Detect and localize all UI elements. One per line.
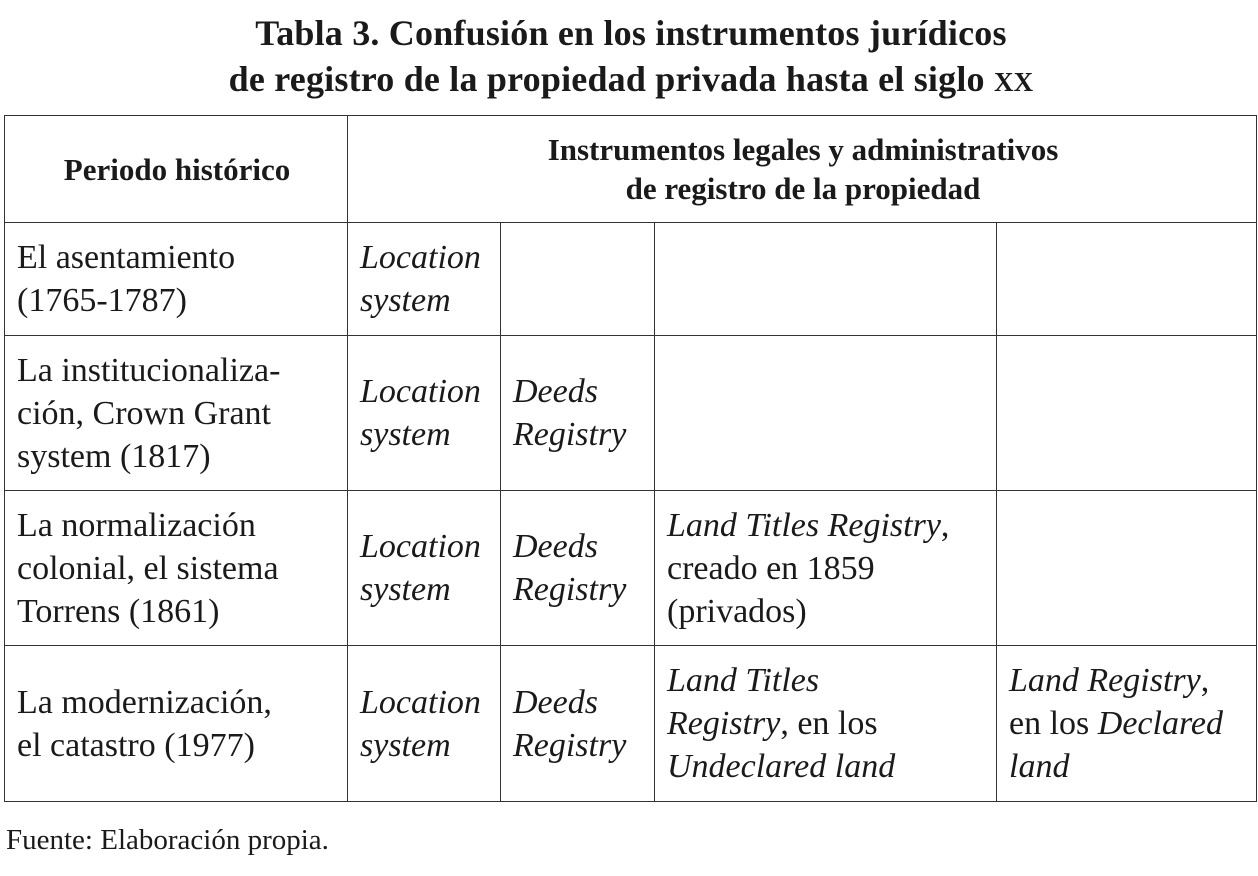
instrument-cell-location: Location system [348, 223, 501, 336]
instrument-cell-land-titles: Land Titles Registry, en los Undeclared land [655, 646, 997, 802]
registry-instruments-table [4, 115, 1257, 802]
header-instruments-line-1: Instrumentos legales y administrativos [547, 132, 1059, 167]
instrument-cell-empty [997, 336, 1257, 491]
table-caption [0, 10, 1258, 102]
table-header-row [5, 116, 1257, 223]
instrument-cell-empty [997, 491, 1257, 646]
period-cell: La modernización, el catastro (1977) [5, 646, 348, 802]
instrument-cell-empty [501, 223, 655, 336]
table-row [5, 491, 1257, 646]
instrument-cell-empty [655, 223, 997, 336]
instrument-cell-deeds: Deeds Registry [501, 491, 655, 646]
caption-century: xx [993, 58, 1034, 100]
table-row [5, 336, 1257, 491]
caption-line-2 [0, 56, 1258, 102]
table-row [5, 646, 1257, 802]
period-cell: La institucionaliza- ción, Crown Grant system (1817) [5, 336, 348, 491]
instrument-cell-deeds: Deeds Registry [501, 336, 655, 491]
instrument-cell-location: Location system [348, 646, 501, 802]
table-row [5, 223, 1257, 336]
instrument-cell-land-registry: Land Registry, en los Declared land [997, 646, 1257, 802]
instrument-cell-location: Location system [348, 491, 501, 646]
instrument-cell-empty [997, 223, 1257, 336]
instrument-cell-land-titles: Land Titles Registry, creado en 1859 (privados) [655, 491, 997, 646]
header-instruments [348, 116, 1257, 223]
header-instruments-line-2: de registro de la propiedad [625, 171, 981, 206]
instrument-cell-deeds: Deeds Registry [501, 646, 655, 802]
instrument-cell-empty [655, 336, 997, 491]
period-cell: La normalización colonial, el sistema Torrens (1861) [5, 491, 348, 646]
header-period: Periodo histórico [5, 116, 348, 223]
period-cell: El asentamiento (1765-1787) [5, 223, 348, 336]
source-note: Fuente: Elaboración propia. [6, 824, 329, 856]
caption-line-2-text: de registro de la propiedad privada hasta el siglo [228, 59, 994, 99]
caption-line-1: Tabla 3. Confusión en los instrumentos jurídicos [255, 13, 1007, 53]
instrument-cell-location: Location system [348, 336, 501, 491]
